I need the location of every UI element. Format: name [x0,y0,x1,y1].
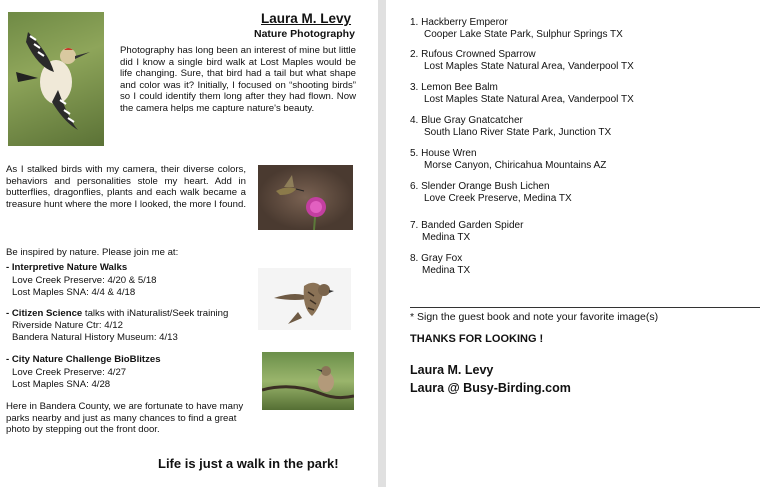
item-location: Medina TX [422,265,471,276]
walks-line-1: Love Creek Preserve: 4/20 & 5/18 [12,275,157,286]
sparrow-flight-photo [258,268,351,330]
divider-line [410,307,760,308]
list-item [410,82,634,106]
item-number: 3. [410,82,419,93]
contact-email: Laura @ Busy-Birding.com [410,381,571,395]
list-item [410,181,572,205]
right-page [386,0,768,487]
inspire-line: Be inspired by nature. Please join me at: [6,247,179,258]
item-location: South Llano River State Park, Junction TX [424,127,612,138]
citizen-science-line [6,308,256,320]
list-item [410,115,611,139]
tagline: Life is just a walk in the park! [158,456,339,471]
guestbook-note: * Sign the guest book and note your favorite image(s) [410,311,659,323]
page-title: Laura M. Levy [261,11,352,26]
item-title: House Wren [421,148,477,159]
item-location: Medina TX [422,232,471,243]
list-item [410,148,606,172]
thanks-text: THANKS FOR LOOKING ! [410,333,544,345]
list-item [410,49,634,73]
item-title: Rufous Crowned Sparrow [421,49,536,60]
item-location: Morse Canyon, Chiricahua Mountains AZ [424,160,607,171]
item-number: 4. [410,115,419,126]
item-number: 1. [410,17,419,28]
bird-on-branch-photo [262,352,354,410]
cnc-line-2: Lost Maples SNA: 4/28 [12,379,111,390]
item-number: 8. [410,253,419,264]
item-location: Lost Maples State Natural Area, Vanderpool TX [424,61,634,72]
page-subtitle: Nature Photography [254,28,355,40]
item-number: 2. [410,49,419,60]
list-item [410,220,523,244]
second-paragraph: As I stalked birds with my camera, their diverse colors, behaviors and personalities stole my heart. Add in butterflies, dragonflies, plants and each walk became a treasure hunt where the more I looked, the more I found. [6,164,246,210]
citizen-science-rest: talks with iNaturalist/Seek training [82,308,229,319]
list-item [410,17,623,41]
item-title: Banded Garden Spider [421,220,524,231]
item-number: 6. [410,181,419,192]
page-gutter [378,0,386,487]
item-location: Lost Maples State Natural Area, Vanderpool TX [424,94,634,105]
item-number: 7. [410,220,419,231]
list-item [410,253,470,277]
cnc-line-1: Love Creek Preserve: 4/27 [12,367,127,378]
walks-title: - Interpretive Nature Walks [6,262,128,273]
closing-paragraph: Here in Bandera County, we are fortunate to have many parks nearby and just as many chances to find a great photo by stepping out the front door. [6,401,244,436]
woodpecker-photo [8,12,104,146]
item-location: Cooper Lake State Park, Sulphur Springs TX [424,29,623,40]
item-title: Lemon Bee Balm [421,82,498,93]
contact-name: Laura M. Levy [410,363,494,377]
citizen-science-title: - Citizen Science [6,308,83,319]
item-title: Blue Gray Gnatcatcher [421,115,523,126]
cs-line-1: Riverside Nature Ctr: 4/12 [12,320,123,331]
left-page [0,0,378,487]
intro-paragraph: Photography has long been an interest of mine but little did I know a single bird walk at Lost Maples would be life changing. Sure, that bird had a tail but what shape and color was it? Initially, I focused on “shooting birds” so I could identify them long after they had flown. Now the camera helps me capture nature's beauty. [120,45,356,114]
item-title: Hackberry Emperor [421,17,508,28]
item-title: Gray Fox [421,253,463,264]
cs-line-2: Bandera Natural History Museum: 4/13 [12,332,178,343]
city-nature-title: - City Nature Challenge BioBlitzes [6,354,161,365]
item-location: Love Creek Preserve, Medina TX [424,193,572,204]
item-title: Slender Orange Bush Lichen [421,181,550,192]
walks-line-2: Lost Maples SNA: 4/4 & 4/18 [12,287,136,298]
hummingbird-photo [258,165,353,230]
item-number: 5. [410,148,419,159]
